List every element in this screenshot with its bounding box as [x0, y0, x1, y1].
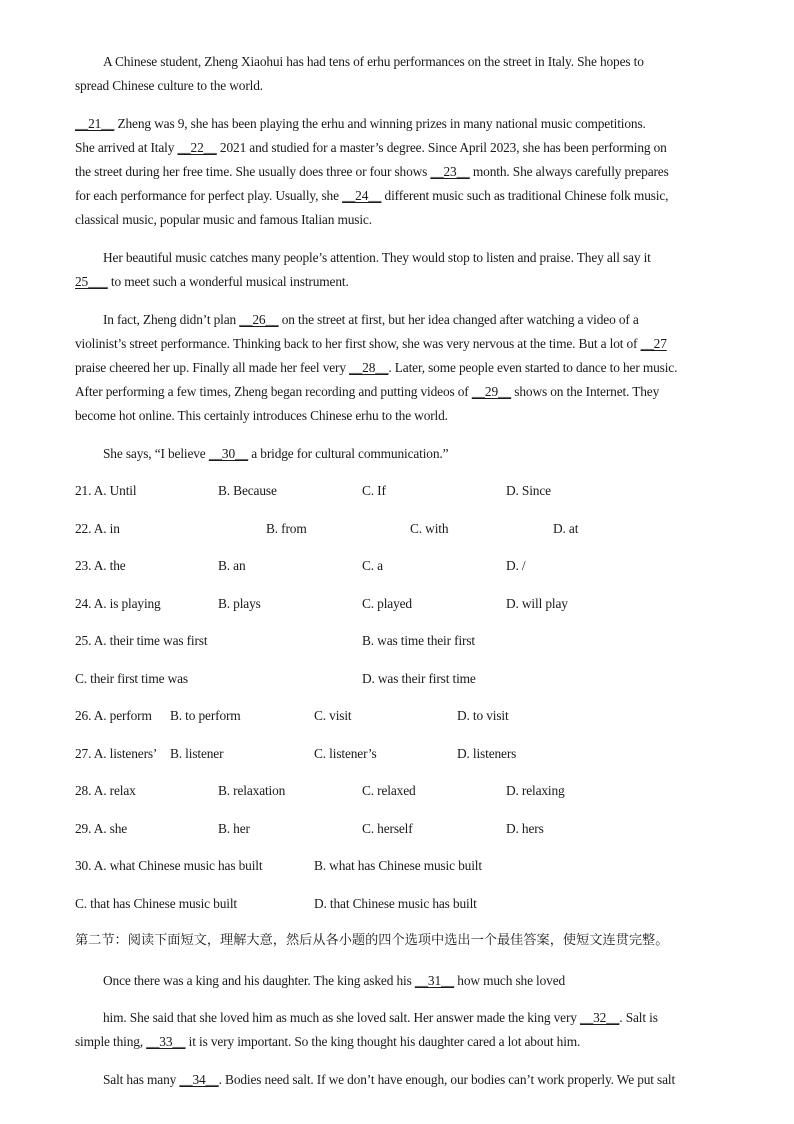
- option-a: 24. A. is playing: [75, 596, 161, 611]
- answer-blank: __29__: [471, 384, 512, 399]
- option-a: 25. A. their time was first: [75, 633, 208, 648]
- option-b: B. was time their first: [362, 633, 475, 648]
- passage-line: [103, 1009, 658, 1027]
- passage-text: Salt has many: [103, 1072, 180, 1087]
- passage-line: [75, 273, 349, 291]
- passage-line: [103, 445, 448, 463]
- passage-text: him. She said that she loved him as much as she loved salt. Her answer made the king very: [103, 1010, 581, 1025]
- passage-text: . Later, some people even started to dance to her music.: [388, 360, 678, 375]
- passage-text: simple thing,: [75, 1034, 147, 1049]
- option-a: 28. A. relax: [75, 783, 136, 798]
- section-heading: 第二节：阅读下面短文，理解大意，然后从各小题的四个选项中选出一个最佳答案，使短文连贯完整。: [75, 933, 669, 948]
- passage-text: the street during her free time. She usually does three or four shows: [75, 164, 431, 179]
- passage-text: on the street at first, but her idea changed after watching a video of a: [278, 312, 639, 327]
- passage-text: different music such as traditional Chinese folk music,: [381, 188, 669, 203]
- passage-line: Her beautiful music catches many people’s attention. They would stop to listen and praise. They all say it: [103, 250, 651, 265]
- passage-line: [75, 383, 659, 401]
- passage-line: [75, 359, 677, 377]
- option-d: D. that Chinese music has built: [314, 896, 477, 911]
- option-b: B. listener: [170, 746, 224, 761]
- passage-line: [103, 311, 639, 329]
- option-a: 22. A. in: [75, 521, 120, 536]
- option-c: C. that has Chinese music built: [75, 896, 237, 911]
- passage-text: After performing a few times, Zheng began recording and putting videos of: [75, 384, 472, 399]
- option-b: B. her: [218, 821, 250, 836]
- passage-text: for each performance for perfect play. Usually, she: [75, 188, 343, 203]
- option-d: D. will play: [506, 596, 568, 611]
- answer-blank: 25___: [75, 274, 108, 289]
- passage-text: violinist’s street performance. Thinking back to her first show, she was very nervous at the time. But a lot of: [75, 336, 641, 351]
- passage-text: 2021 and studied for a master’s degree. Since April 2023, she has been performing on: [216, 140, 667, 155]
- option-a: 26. A. perform: [75, 708, 152, 723]
- option-b: B. what has Chinese music built: [314, 858, 482, 873]
- answer-blank: __34__: [179, 1072, 219, 1087]
- passage-line: [75, 187, 668, 205]
- passage-text: Once there was a king and his daughter. The king asked his: [103, 973, 415, 988]
- option-d: D. hers: [506, 821, 544, 836]
- option-a: 30. A. what Chinese music has built: [75, 858, 263, 873]
- option-c: C. herself: [362, 821, 413, 836]
- option-c: C. listener’s: [314, 746, 377, 761]
- passage-line: classical music, popular music and famous Italian music.: [75, 212, 372, 227]
- answer-blank: __21__: [75, 116, 115, 131]
- option-b: B. plays: [218, 596, 261, 611]
- passage-line: [103, 972, 565, 990]
- passage-text: In fact, Zheng didn’t plan: [103, 312, 240, 327]
- option-d: D. relaxing: [506, 783, 565, 798]
- passage-text: She arrived at Italy: [75, 140, 178, 155]
- answer-blank: __32__: [580, 1010, 620, 1025]
- answer-blank: __28__: [349, 360, 389, 375]
- option-b: B. relaxation: [218, 783, 286, 798]
- passage-line: A Chinese student, Zheng Xiaohui has had tens of erhu performances on the street in Italy. She hopes to: [103, 54, 644, 69]
- passage-line: [75, 335, 667, 353]
- passage-text: . Bodies need salt. If we don’t have enough, our bodies can’t work properly. We put salt: [218, 1072, 676, 1087]
- option-b: B. to perform: [170, 708, 241, 723]
- passage-text: a bridge for cultural communication.”: [248, 446, 449, 461]
- passage-line: become hot online. This certainly introduces Chinese erhu to the world.: [75, 408, 448, 423]
- passage-line: spread Chinese culture to the world.: [75, 78, 263, 93]
- passage-text: Zheng was 9, she has been playing the erhu and winning prizes in many national music competitions.: [114, 116, 646, 131]
- option-b: B. from: [266, 521, 307, 536]
- passage-text: praise cheered her up. Finally all made her feel very: [75, 360, 350, 375]
- answer-blank: __30__: [208, 446, 249, 461]
- option-a: 23. A. the: [75, 558, 126, 573]
- passage-line: [103, 1071, 675, 1089]
- answer-blank: __23__: [430, 164, 470, 179]
- passage-text: month. She always carefully prepares: [469, 164, 669, 179]
- option-a: 21. A. Until: [75, 483, 137, 498]
- option-c: C. If: [362, 483, 386, 498]
- passage-text: how much she loved: [454, 973, 566, 988]
- option-c: C. played: [362, 596, 412, 611]
- option-a: 27. A. listeners’: [75, 746, 158, 761]
- answer-blank: __27: [640, 336, 667, 351]
- passage-text: it is very important. So the king thought his daughter cared a lot about him.: [185, 1034, 581, 1049]
- answer-blank: __33__: [146, 1034, 186, 1049]
- passage-text: . Salt is: [619, 1010, 658, 1025]
- passage-line: [75, 115, 646, 133]
- option-c: C. their first time was: [75, 671, 188, 686]
- option-c: C. relaxed: [362, 783, 416, 798]
- passage-line: [75, 139, 667, 157]
- option-d: D. to visit: [457, 708, 509, 723]
- option-c: C. with: [410, 521, 449, 536]
- option-c: C. visit: [314, 708, 352, 723]
- answer-blank: __22__: [177, 140, 217, 155]
- passage-line: [75, 1033, 580, 1051]
- option-d: D. at: [553, 521, 579, 536]
- option-b: B. an: [218, 558, 246, 573]
- answer-blank: __24__: [342, 188, 382, 203]
- option-d: D. listeners: [457, 746, 517, 761]
- passage-text: to meet such a wonderful musical instrument.: [107, 274, 349, 289]
- option-d: D. Since: [506, 483, 551, 498]
- option-a: 29. A. she: [75, 821, 128, 836]
- passage-line: [75, 163, 669, 181]
- option-b: B. Because: [218, 483, 277, 498]
- answer-blank: __31__: [414, 973, 455, 988]
- option-d: D. was their first time: [362, 671, 476, 686]
- passage-text: shows on the Internet. They: [511, 384, 660, 399]
- passage-text: She says, “I believe: [103, 446, 209, 461]
- option-d: D. /: [506, 558, 526, 573]
- option-c: C. a: [362, 558, 383, 573]
- answer-blank: __26__: [239, 312, 279, 327]
